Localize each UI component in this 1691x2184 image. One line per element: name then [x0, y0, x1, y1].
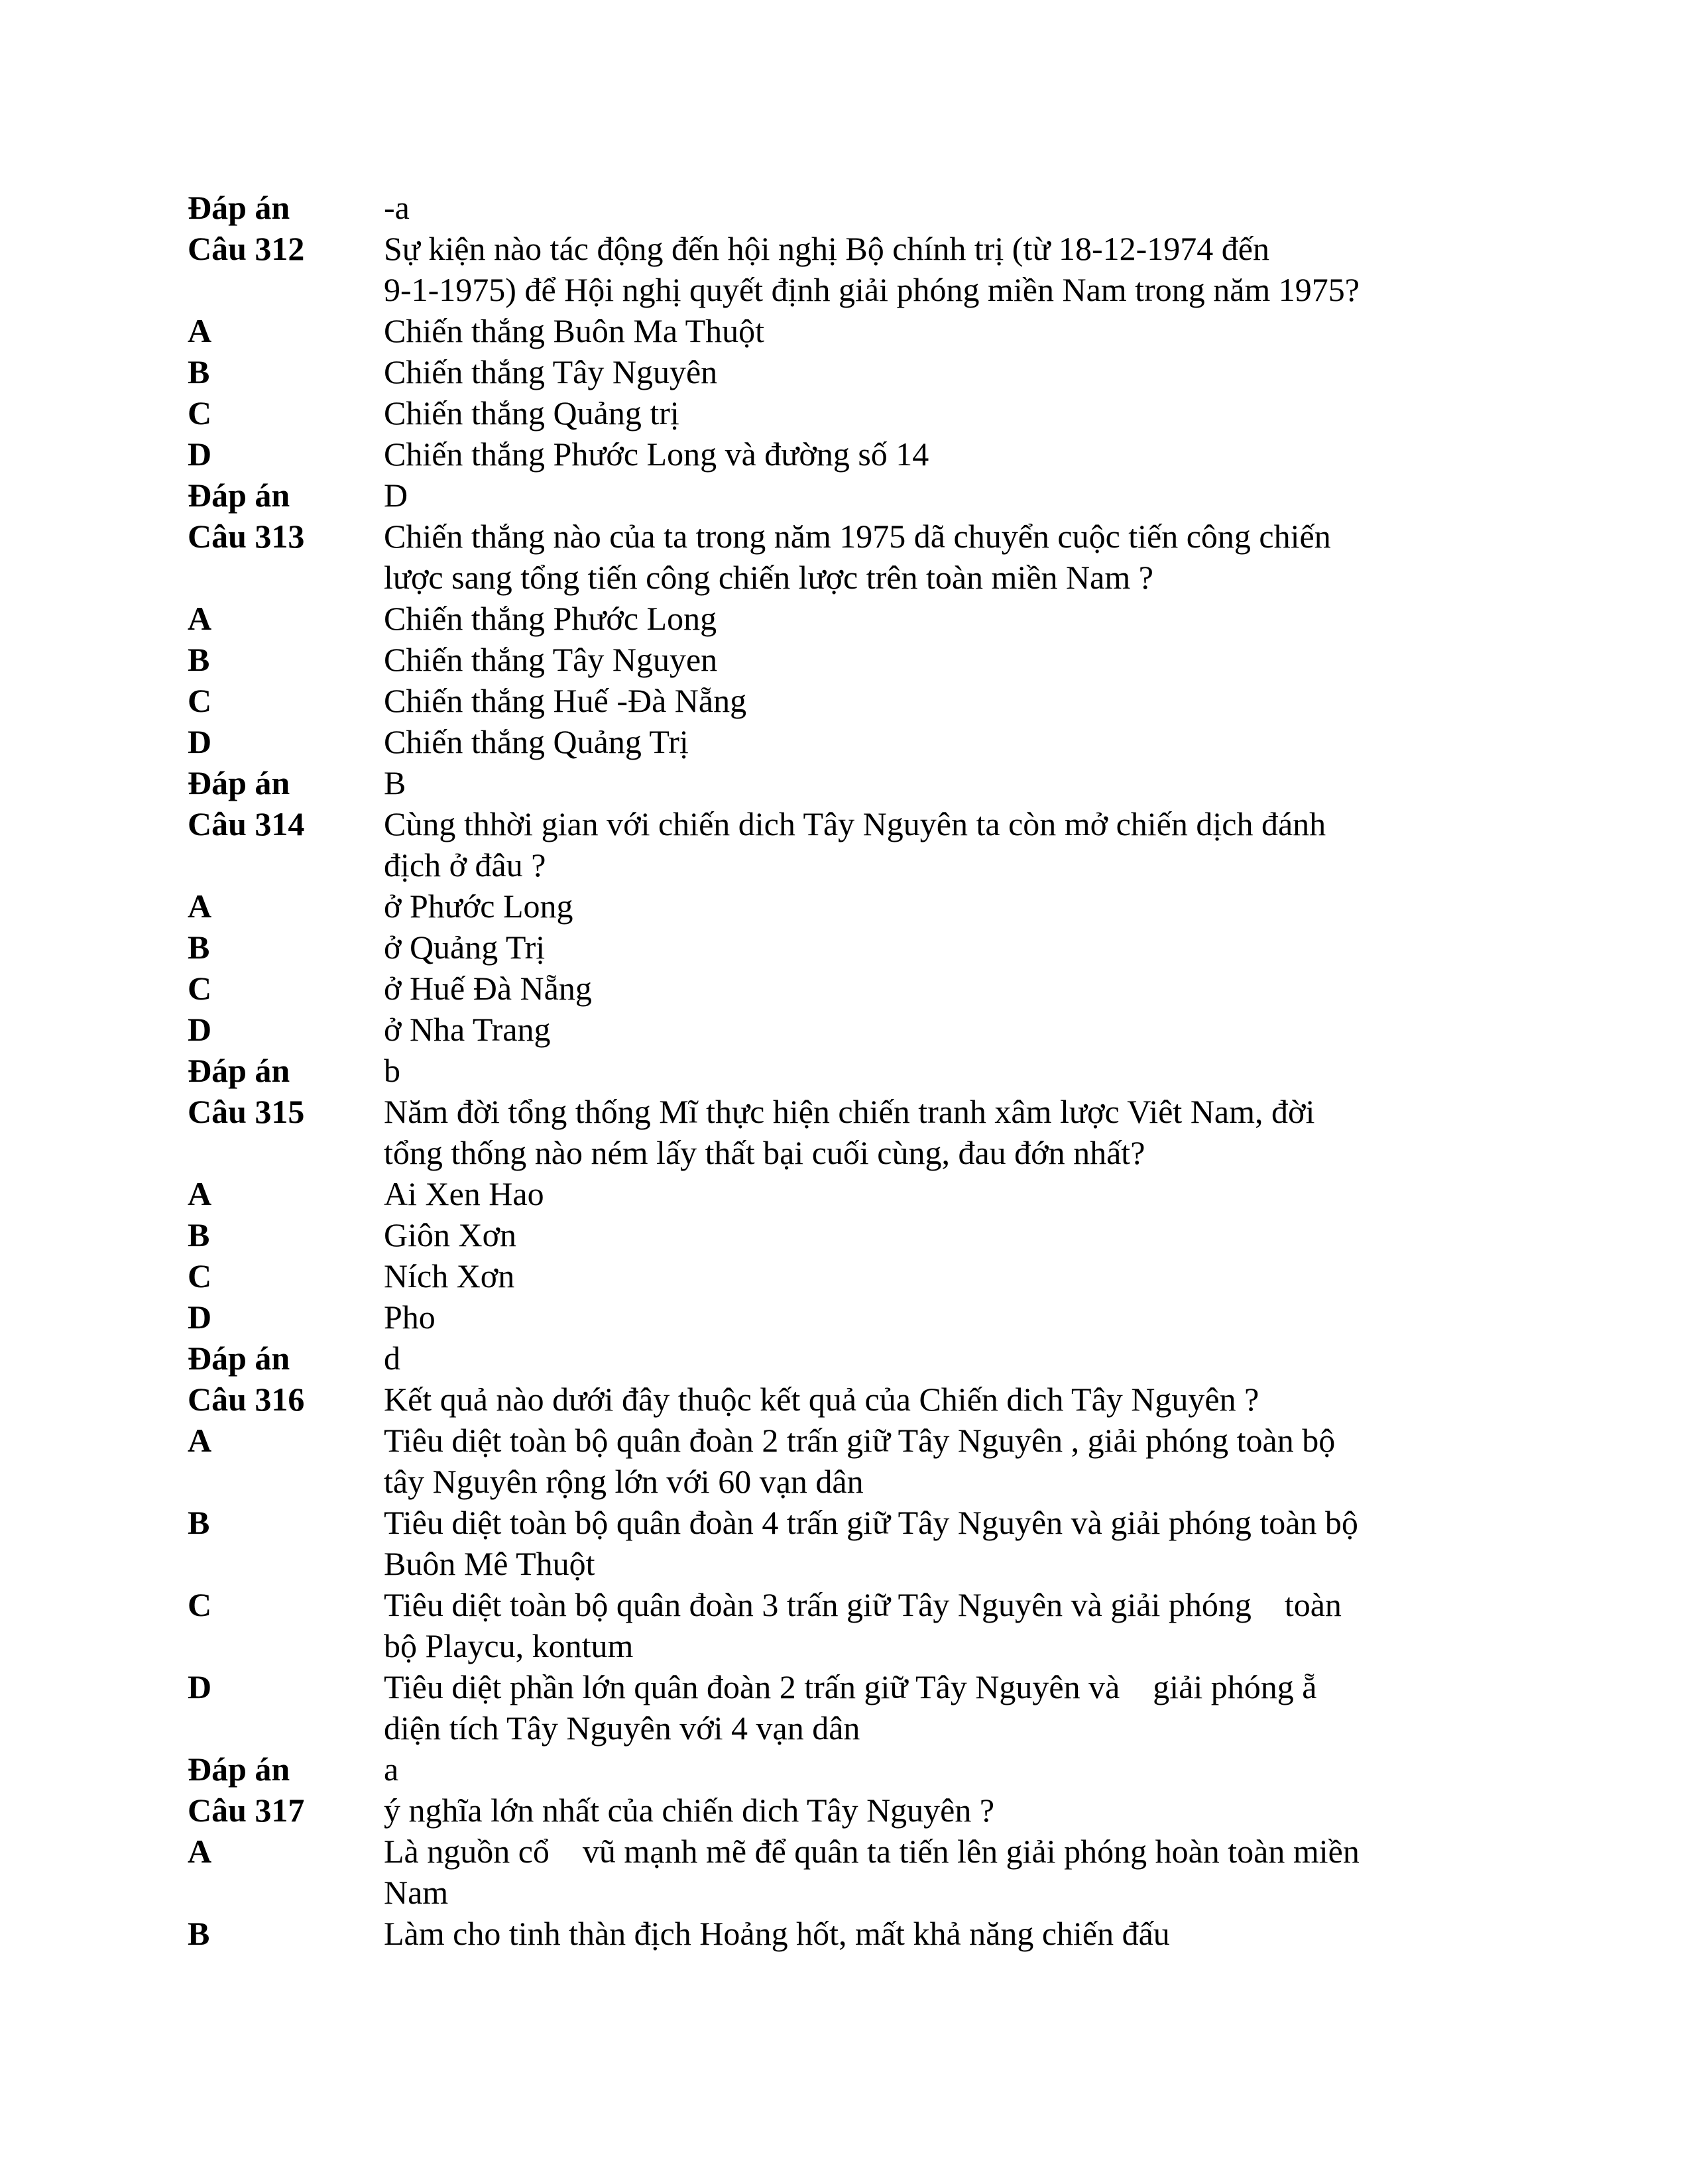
- row-text: Là nguồn cổ vũ mạnh mẽ để quân ta tiến lên giải phóng hoàn toàn miền Nam: [384, 1833, 1360, 1911]
- row-label: Câu 314: [188, 805, 305, 842]
- row-text: Tiêu diệt toàn bộ quân đoàn 4 trấn giữ Tây Nguyên và giải phóng toàn bộ Buôn Mê Thuột: [384, 1504, 1358, 1582]
- option-row: [188, 721, 1474, 762]
- option-row: [188, 1584, 1474, 1666]
- row-text: ở Huế Đà Nẵng: [384, 970, 592, 1007]
- row-label: D: [188, 1011, 212, 1048]
- row-text: ở Nha Trang: [384, 1011, 551, 1048]
- row-label: Đáp án: [188, 189, 290, 226]
- option-row: [188, 1009, 1474, 1050]
- answer-key-row: [188, 762, 1474, 803]
- row-label: A: [188, 1833, 212, 1870]
- row-label: B: [188, 1915, 210, 1952]
- row-text: Chiến thắng Phước Long và đường số 14: [384, 435, 929, 473]
- row-label: Đáp án: [188, 764, 290, 801]
- row-text: Chiến thắng Huế -Đà Nẵng: [384, 682, 747, 719]
- row-label: B: [188, 1504, 210, 1541]
- row-label: C: [188, 394, 212, 431]
- row-label: D: [188, 1668, 212, 1705]
- row-text: ở Quảng Trị: [384, 929, 546, 966]
- row-label: D: [188, 435, 212, 473]
- row-text: Chiến thắng Quảng Trị: [384, 723, 689, 760]
- row-text: Ai Xen Hao: [384, 1175, 544, 1212]
- option-row: [188, 1420, 1474, 1502]
- row-text: Cùng thhời gian với chiến dich Tây Nguyên ta còn mở chiến dịch đánh địch ở đâu ?: [384, 805, 1326, 884]
- row-label: C: [188, 1257, 212, 1294]
- row-text: Chiến thắng Buôn Ma Thuột: [384, 312, 765, 349]
- option-row: [188, 968, 1474, 1009]
- option-row: [188, 680, 1474, 721]
- row-label: A: [188, 1175, 212, 1212]
- option-row: [188, 1913, 1474, 1954]
- row-label: B: [188, 1216, 210, 1253]
- option-row: [188, 1296, 1474, 1338]
- row-label: C: [188, 1586, 212, 1623]
- question-row: [188, 1091, 1474, 1173]
- row-label: D: [188, 1298, 212, 1336]
- row-label: A: [188, 888, 212, 925]
- row-label: Đáp án: [188, 1751, 290, 1788]
- question-row: [188, 803, 1474, 886]
- row-label: Câu 313: [188, 518, 305, 555]
- row-label: A: [188, 600, 212, 637]
- row-text: Kết quả nào dưới đây thuộc kết quả của Chiến dich Tây Nguyên ?: [384, 1381, 1259, 1418]
- row-text: Tiêu diệt phần lớn quân đoàn 2 trấn giữ Tây Nguyên và giải phóng ẵ diện tích Tây Nguyên với 4 vạn dân: [384, 1668, 1317, 1747]
- option-row: [188, 1214, 1474, 1255]
- answer-key-row: [188, 187, 1474, 228]
- row-label: Câu 317: [188, 1792, 305, 1829]
- row-text: Pho: [384, 1298, 436, 1336]
- row-label: Đáp án: [188, 1052, 290, 1089]
- row-label: A: [188, 1422, 212, 1459]
- option-row: [188, 1666, 1474, 1749]
- option-row: [188, 351, 1474, 392]
- row-label: B: [188, 353, 210, 390]
- row-label: Câu 312: [188, 230, 305, 267]
- row-label: C: [188, 682, 212, 719]
- question-list: [188, 187, 1474, 1954]
- row-label: D: [188, 723, 212, 760]
- row-text: Làm cho tinh thàn địch Hoảng hốt, mất khả năng chiến đấu: [384, 1915, 1170, 1952]
- row-text: Tiêu diệt toàn bộ quân đoàn 2 trấn giữ Tây Nguyên , giải phóng toàn bộ tây Nguyên rộng lớn với 60 vạn dân: [384, 1422, 1336, 1500]
- option-row: [188, 1255, 1474, 1296]
- row-text: ở Phước Long: [384, 888, 573, 925]
- option-row: [188, 927, 1474, 968]
- question-row: [188, 516, 1474, 598]
- option-row: [188, 598, 1474, 639]
- row-label: Câu 316: [188, 1381, 305, 1418]
- row-label: Đáp án: [188, 477, 290, 514]
- row-text: Chiến thắng nào của ta trong năm 1975 dã chuyển cuộc tiến công chiến lược sang tổng tiến công chiến lược trên toàn miền Nam ?: [384, 518, 1331, 596]
- question-row: [188, 1790, 1474, 1831]
- row-text: a: [384, 1751, 399, 1788]
- row-label: B: [188, 929, 210, 966]
- row-text: b: [384, 1052, 400, 1089]
- question-row: [188, 1379, 1474, 1420]
- row-label: Câu 315: [188, 1093, 305, 1130]
- answer-key-row: [188, 1050, 1474, 1091]
- option-row: [188, 639, 1474, 680]
- row-text: Ních Xơn: [384, 1257, 515, 1294]
- row-text: Chiến thắng Phước Long: [384, 600, 717, 637]
- option-row: [188, 310, 1474, 351]
- row-text: Chiến thắng Quảng trị: [384, 394, 679, 431]
- option-row: [188, 1173, 1474, 1214]
- answer-key-row: [188, 1749, 1474, 1790]
- row-text: Chiến thắng Tây Nguyên: [384, 353, 718, 390]
- row-text: Năm đời tổng thống Mĩ thực hiện chiến tranh xâm lược Viêt Nam, đời tổng thống nào ném lấy thất bại cuối cùng, đau đớn nhất?: [384, 1093, 1315, 1171]
- answer-key-row: [188, 1338, 1474, 1379]
- row-label: A: [188, 312, 212, 349]
- row-label: Đáp án: [188, 1340, 290, 1377]
- option-row: [188, 1502, 1474, 1584]
- row-label: C: [188, 970, 212, 1007]
- question-row: [188, 228, 1474, 310]
- option-row: [188, 886, 1474, 927]
- row-text: Chiến thắng Tây Nguyen: [384, 641, 718, 678]
- option-row: [188, 433, 1474, 475]
- answer-key-row: [188, 475, 1474, 516]
- row-text: D: [384, 477, 408, 514]
- row-text: d: [384, 1340, 400, 1377]
- row-text: Tiêu diệt toàn bộ quân đoàn 3 trấn giữ Tây Nguyên và giải phóng toàn bộ Playcu, kontum: [384, 1586, 1342, 1664]
- option-row: [188, 392, 1474, 433]
- row-text: ý nghĩa lớn nhất của chiến dich Tây Nguyên ?: [384, 1792, 995, 1829]
- option-row: [188, 1831, 1474, 1913]
- row-text: Giôn Xơn: [384, 1216, 517, 1253]
- row-text: Sự kiện nào tác động đến hội nghị Bộ chính trị (từ 18-12-1974 đến 9-1-1975) để Hội nghị quyết định giải phóng miền Nam trong năm 1975?: [384, 230, 1360, 308]
- row-text: -a: [384, 189, 410, 226]
- row-label: B: [188, 641, 210, 678]
- row-text: B: [384, 764, 406, 801]
